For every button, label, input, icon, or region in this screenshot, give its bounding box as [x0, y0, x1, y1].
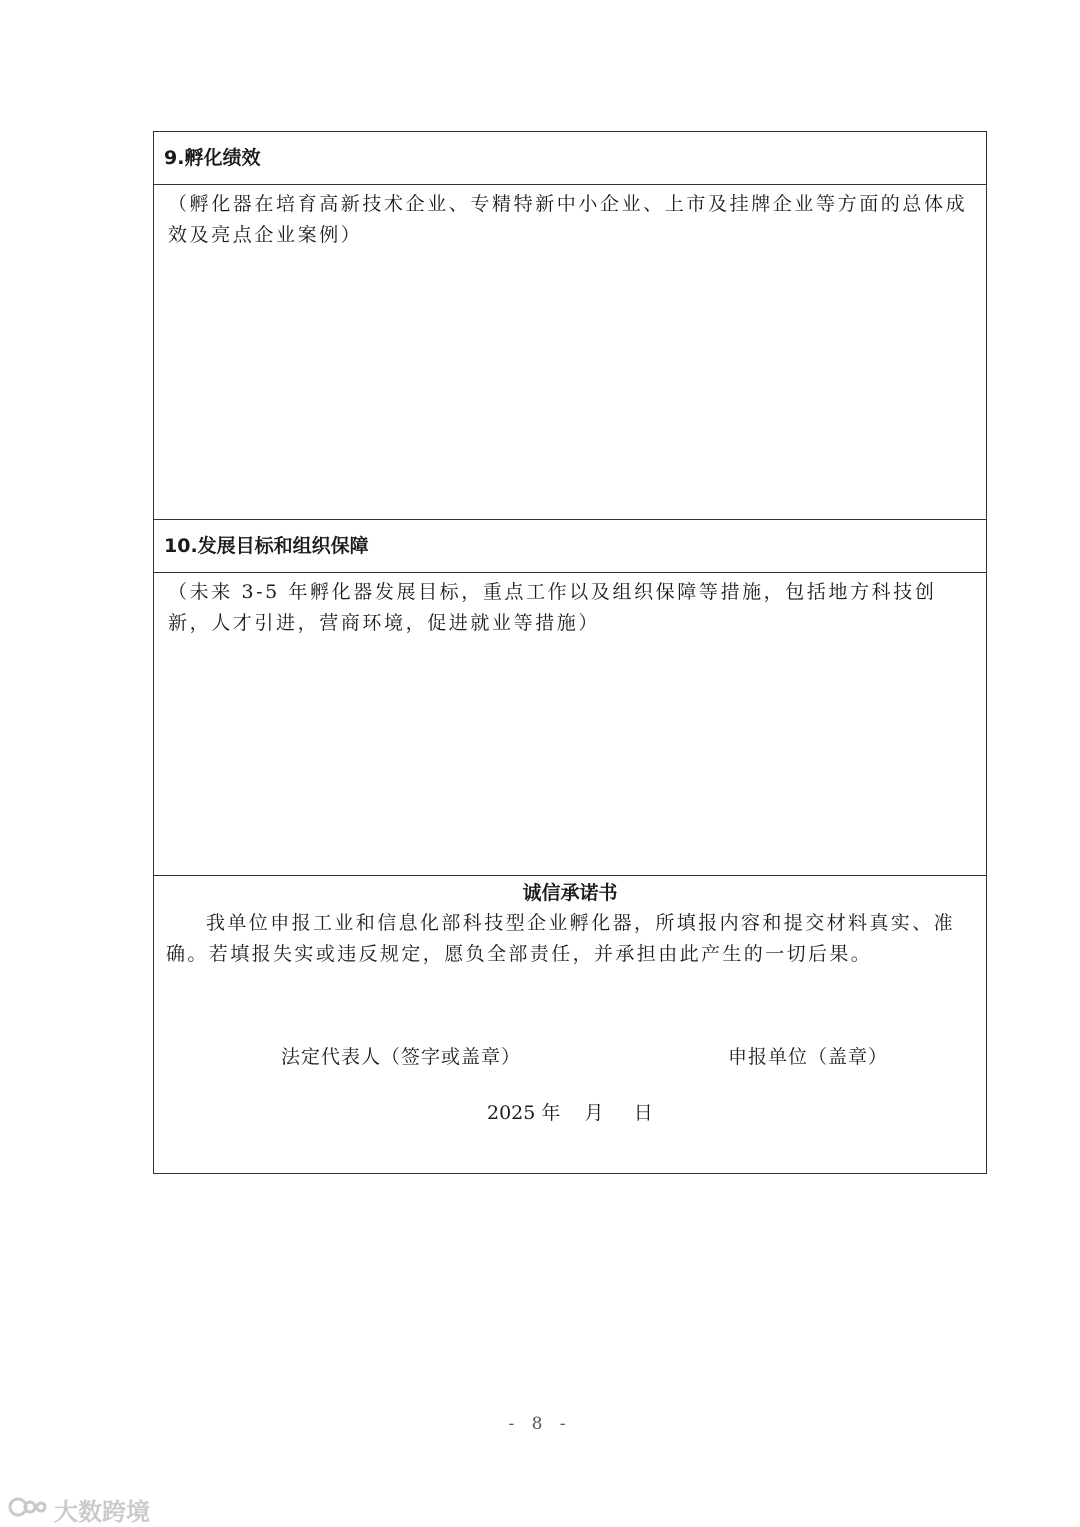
pledge-date: 2025 年 月 日	[487, 1102, 653, 1124]
section10-heading	[154, 520, 986, 573]
section9-heading	[154, 132, 986, 185]
legal-rep-signature: 法定代表人（签字或盖章）	[281, 1046, 522, 1068]
watermark	[8, 1492, 150, 1527]
section10-hint: （未来 3-5 年孵化器发展目标，重点工作以及组织保障等措施，包括地方科技创新，人才引进，营商环境，促进就业等措施）	[168, 581, 937, 634]
section9-field[interactable]	[154, 185, 986, 520]
application-form-table	[153, 131, 987, 1174]
section9-hint: （孵化器在培育高新技术企业、专精特新中小企业、上市及挂牌企业等方面的总体成效及亮点企业案例）	[168, 193, 968, 246]
logo-mark-icon	[8, 1495, 48, 1525]
integrity-pledge	[154, 876, 986, 1173]
section10-title: 10.发展目标和组织保障	[164, 535, 369, 557]
pledge-text: 我单位申报工业和信息化部科技型企业孵化器，所填报内容和提交材料真实、准确。若填报失实或违反规定，愿负全部责任，并承担由此产生的一切后果。	[166, 912, 956, 965]
section9-title: 9.孵化绩效	[164, 147, 261, 169]
section10-field[interactable]	[154, 573, 986, 876]
watermark-text: 大数跨境	[54, 1498, 150, 1526]
pledge-title: 诚信承诺书	[522, 882, 618, 904]
page-number: - 8 -	[508, 1414, 572, 1434]
unit-seal: 申报单位（盖章）	[728, 1046, 889, 1068]
